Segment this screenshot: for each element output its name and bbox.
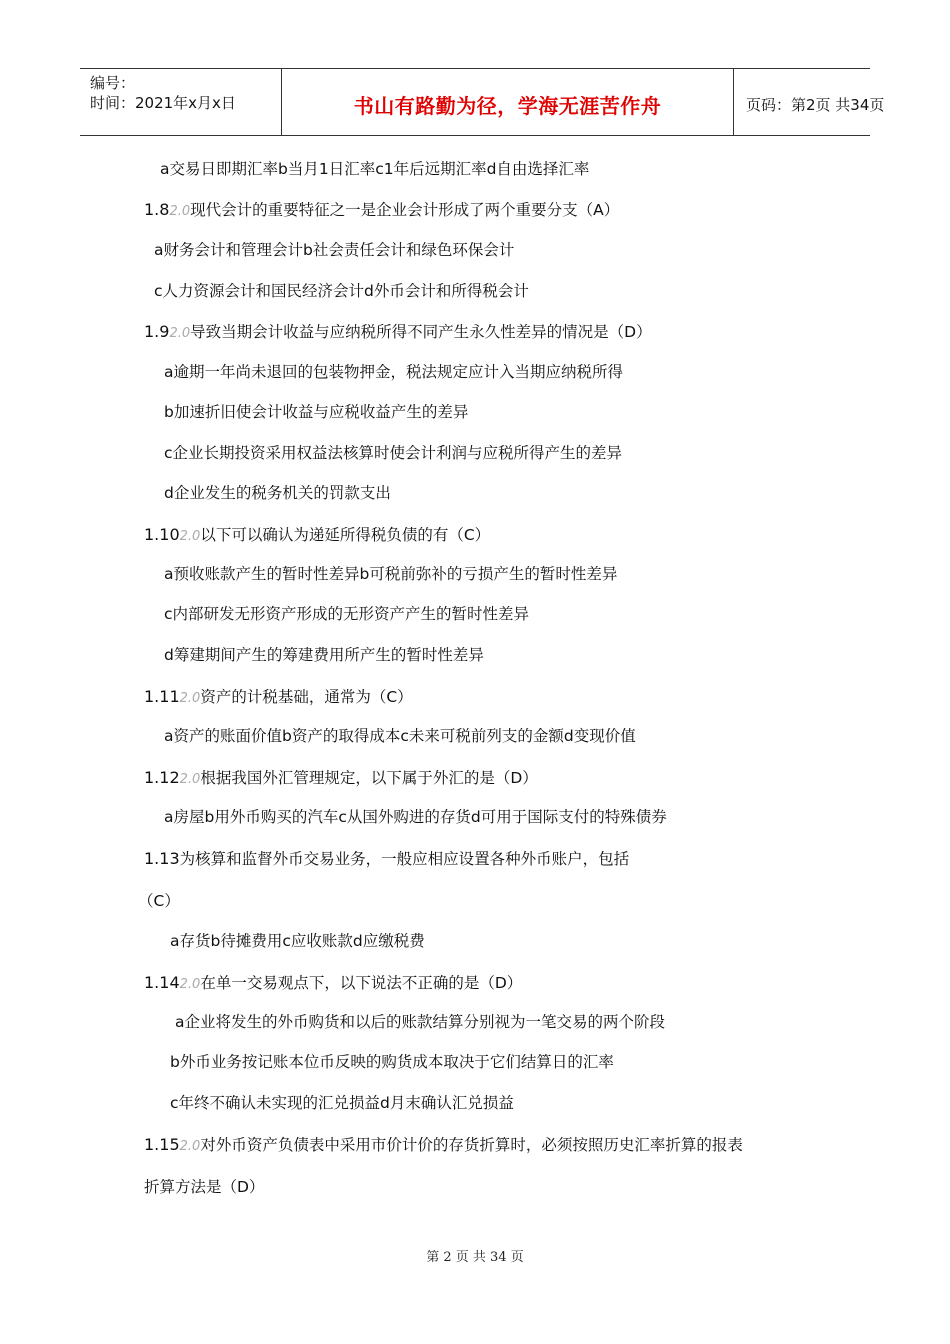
question-answer-line: （C） xyxy=(138,892,180,910)
question-text: 资产的计税基础，通常为（C） xyxy=(200,688,413,706)
number-label: 编号： xyxy=(90,74,136,92)
option-line: c人力资源会计和国民经济会计d外币会计和所得税会计 xyxy=(154,282,529,300)
question-text: 导致当期会计收益与应纳税所得不同产生永久性差异的情况是（D） xyxy=(190,323,652,341)
question-score: 2.0 xyxy=(179,977,201,992)
question-number: 1.15 xyxy=(144,1135,180,1154)
option-line: b加速折旧使会计收益与应税收益产生的差异 xyxy=(164,403,469,421)
option-line: d筹建期间产生的筹建费用所产生的暂时性差异 xyxy=(164,646,484,664)
question-line xyxy=(144,321,652,345)
header-page-label: 页码：第2页 共34页 xyxy=(746,95,885,114)
question-text: 以下可以确认为递延所得税负债的有（C） xyxy=(200,526,491,544)
question-line xyxy=(144,199,619,223)
option-line: c年终不确认未实现的汇兑损益d月末确认汇兑损益 xyxy=(170,1094,514,1112)
question-number: 1.8 xyxy=(144,200,170,219)
option-line: a企业将发生的外币购货和以后的账款结算分别视为一笔交易的两个阶段 xyxy=(175,1013,666,1031)
option-line: a交易日即期汇率b当月1日汇率c1年后远期汇率d自由选择汇率 xyxy=(160,160,590,178)
question-line xyxy=(144,972,522,996)
question-text: 在单一交易观点下，以下说法不正确的是（D） xyxy=(200,974,523,992)
option-line: a存货b待摊费用c应收账款d应缴税费 xyxy=(170,932,425,950)
question-number: 1.14 xyxy=(144,973,180,992)
question-line xyxy=(144,767,538,791)
option-line: a财务会计和管理会计b社会责任会计和绿色环保会计 xyxy=(154,241,515,259)
question-text: 为核算和监督外币交易业务，一般应相应设置各种外币账户，包括 xyxy=(179,850,630,868)
question-score: 2.0 xyxy=(179,691,201,706)
header-meta xyxy=(80,69,282,135)
question-number: 1.13 xyxy=(144,849,180,868)
question-text: 根据我国外汇管理规定，以下属于外汇的是（D） xyxy=(200,769,538,787)
question-text: 对外币资产负债表中采用市价计价的存货折算时，必须按照历史汇率折算的报表 xyxy=(200,1136,743,1154)
question-number: 1.12 xyxy=(144,768,180,787)
option-line: b外币业务按记账本位币反映的购货成本取决于它们结算日的汇率 xyxy=(170,1053,614,1071)
question-line xyxy=(144,686,413,710)
option-line: a资产的账面价值b资产的取得成本c未来可税前列支的金额d变现价值 xyxy=(164,727,636,745)
question-score: 2.0 xyxy=(169,326,191,341)
option-line: c内部研发无形资产形成的无形资产产生的暂时性差异 xyxy=(164,605,530,623)
option-line: a逾期一年尚未退回的包装物押金，税法规定应计入当期应纳税所得 xyxy=(164,363,624,381)
option-line: c企业长期投资采用权益法核算时使会计利润与应税所得产生的差异 xyxy=(164,444,623,462)
time-label: 时间：2021年x月x日 xyxy=(90,94,236,112)
question-continuation-line: 折算方法是（D） xyxy=(144,1178,265,1196)
question-text: 现代会计的重要特征之一是企业会计形成了两个重要分支（A） xyxy=(190,201,620,219)
header-motto: 书山有路勤为径，学海无涯苦作舟 xyxy=(282,69,734,135)
question-score: 2.0 xyxy=(179,1139,201,1154)
question-line xyxy=(144,1134,743,1158)
question-score: 2.0 xyxy=(179,772,201,787)
page-footer: 第 2 页 共 34 页 xyxy=(426,1250,524,1265)
question-number: 1.11 xyxy=(144,687,180,706)
question-number: 1.10 xyxy=(144,525,180,544)
option-line: a房屋b用外币购买的汽车c从国外购进的存货d可用于国际支付的特殊债券 xyxy=(164,808,667,826)
page-header xyxy=(80,68,885,136)
question-score: 2.0 xyxy=(169,204,191,219)
option-line: a预收账款产生的暂时性差异b可税前弥补的亏损产生的暂时性差异 xyxy=(164,565,618,583)
question-line xyxy=(144,848,629,870)
question-line xyxy=(144,524,490,548)
question-number: 1.9 xyxy=(144,322,170,341)
question-score: 2.0 xyxy=(179,529,201,544)
option-line: d企业发生的税务机关的罚款支出 xyxy=(164,484,391,502)
